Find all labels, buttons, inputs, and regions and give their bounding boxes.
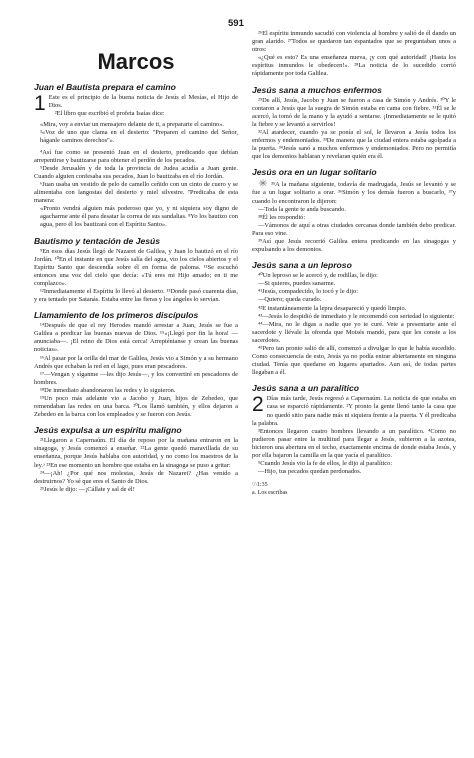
verse-text: ¹⁶Al pasar por la orilla del mar de Galilea, Jesús vio a Simón y a su hermano Andrés que echaban la red en el lago, pues eran pescadores.	[34, 354, 238, 370]
verse-paragraph	[252, 214, 456, 222]
verse-paragraph	[34, 181, 238, 205]
section-heading: Jesús sana a un leproso	[252, 260, 352, 271]
page-number: 591	[228, 18, 244, 29]
chapter-opening	[252, 395, 456, 427]
verse-text: ²El libro que escribió el profeta Isaías dice:	[54, 110, 165, 118]
verse-text: ⁶Juan usaba un vestido de pelo de camello ceñido con un cinto de cuero y se alimentaba con langostas del desierto y miel silvestre. ⁷Predicaba de esta manera:	[34, 180, 238, 205]
verse-text: ²⁵Jesús le dijo: —¡Cállate y sal de él!	[40, 485, 135, 493]
verse-text: Días más tarde, Jesús regresó a Capernaúm. La noticia de que estaba en casa se esparció rápidamente. ²Y pronto la gente llenó tanto la casa que no quedó sitio para nadie más ni siquiera frente a la puerta. Y él predicaba la palabra.	[252, 395, 456, 427]
verse-text: —Vámonos de aquí a otras ciudades cercanas donde también debo predicar. Para eso vine.	[252, 221, 456, 237]
verse-text: ³⁸Él les respondió:	[258, 213, 306, 221]
verse-paragraph	[252, 313, 456, 321]
verse-text: ⁴²E instantáneamente la lepra desapareció y quedó limpio.	[258, 304, 407, 312]
verse-paragraph	[34, 395, 238, 419]
verse-text: ⁴⁰Un leproso se le acercó y, de rodillas, le dijo:	[258, 272, 378, 280]
quoted-verse	[34, 121, 238, 129]
verse-paragraph	[34, 437, 238, 469]
right-column	[252, 30, 456, 497]
footnote-symbol: \\\	[252, 482, 258, 489]
chapter-number: 2	[252, 393, 264, 417]
verse-text: —Hijo, tus pecados quedan perdonados.	[258, 468, 362, 476]
verse-paragraph	[34, 387, 238, 395]
verse-text: ¹⁹Un poco más adelante vio a Jacobo y Juan, hijos de Zebedeo, que remendaban las redes en una barca. ²⁰Los llamó también, y ellos dejaron a Zebedeo en la barca con los empleados y se fueron con Jesús.	[34, 395, 238, 419]
verse-paragraph	[252, 460, 456, 468]
quoted-verse	[34, 129, 238, 145]
verse-paragraph	[252, 206, 456, 214]
verse-text: «Mira, voy a enviar un mensajero delante de ti, a prepararte el camino».	[40, 121, 225, 129]
verse-text: ³²Al atardecer, cuando ya se ponía el sol, le llevaron a Jesús todos los enfermos y endemoniados. ³³De manera que la ciudad entera estaba agolpada a la puerta. ³⁴Jesús sanó a muchos enfermos y endemoniados. Pero no permitía que los demonios hablaran y revelaran quién era él.	[252, 128, 456, 161]
footnote	[252, 482, 456, 497]
verse-text: —Quiero; queda curado.	[258, 296, 322, 304]
verse-text: ⁴⁴—Mira, no le digas a nadie que yo te curé. Vete a presentarte ante el sacerdote y llévale la ofrenda que Moisés mandó, para que les conste a los sacerdotes.	[252, 320, 456, 344]
section-heading: Jesús ora en un lugar solitario	[252, 167, 377, 178]
verse-paragraph	[252, 288, 456, 296]
verse-text: ⁹En esos días Jesús llegó de Nazaret de Galilea, y Juan lo bautizó en el río Jordán. ¹⁰En el instante en que Jesús salía del agua, vio los cielos abiertos y el Espíritu Santo que descendía sobre él en forma de paloma. ¹¹Se escuchó entonces una voz del cielo que decía: «Tú eres mi Hijo amado; en ti me complazco».	[34, 247, 238, 287]
footnote-ref: 1:35	[257, 482, 268, 489]
verse-paragraph	[34, 248, 238, 288]
verse-paragraph	[34, 486, 238, 494]
verse-text: ³⁵A la mañana siguiente, todavía de madrugada, Jesús se levantó y se fue a un lugar solitario a orar. ³⁶Simón y los demás fueron a buscarlo, ³⁷y cuando lo encontraron le dijeron:	[252, 181, 456, 205]
verse-paragraph	[34, 165, 238, 181]
verse-paragraph	[252, 222, 456, 238]
quoted-verse	[34, 205, 238, 229]
verse-text: —Si quieres, puedes sanarme.	[258, 280, 336, 288]
verse-paragraph	[252, 280, 456, 288]
verse-paragraph	[34, 288, 238, 304]
verse-text: ²⁴—¡Ah! ¿Por qué nos molestas, Jesús de Nazaret? ¿Has venido a destruirnos? Yo sé que eres el Santo de Dios.	[34, 469, 238, 485]
verse-paragraph	[252, 428, 456, 460]
right-column-body	[252, 30, 456, 476]
section-heading: Bautismo y tentación de Jesús	[34, 235, 161, 246]
verse-text: «Pronto vendrá alguien más poderoso que yo, y ni siquiera soy digno de agacharme ante él para desatar la correa de sus sandalias. ⁸Yo los bautizo con agua, pero él los bautizará con el Espíritu Santo».	[40, 205, 238, 229]
verse-paragraph	[252, 296, 456, 304]
verse-text: ³⁹Así que Jesús recorrió Galilea entera predicando en las sinagogas y expulsando a los demonios.	[252, 237, 456, 254]
verse-text: «¿Qué es esto? Es una enseñanza nueva, ¡y con qué autoridad! ¡Hasta los espíritus inmundos le obedecen!». ²⁸La noticia de lo sucedido corrió rápidamente por toda Galilea.	[252, 54, 456, 78]
verse-paragraph	[34, 470, 238, 486]
verse-paragraph	[252, 345, 456, 377]
chapter-number: 1	[34, 92, 46, 115]
verse-paragraph	[252, 321, 456, 345]
verse-paragraph	[252, 97, 456, 129]
verse-text: ¹⁸De inmediato abandonaron las redes y lo siguieron.	[40, 386, 176, 394]
section-heading: Jesús sana a un paralítico	[252, 383, 359, 394]
prayer-icon	[258, 179, 268, 187]
verse-paragraph	[34, 371, 238, 387]
book-title: Marcos	[97, 49, 175, 74]
verse-paragraph	[252, 238, 456, 254]
verse-text: ⁴³—Jesús lo despidió de inmediato y le recomendó con seriedad lo siguiente:	[258, 312, 455, 320]
verse-text: ¹⁴Después de que el rey Herodes mandó arrestar a Juan, Jesús se fue a Galilea a predicar las buenas nuevas de Dios. ¹⁵«¡Llegó por fin la hora! —anunciaba—. ¡El reino de Dios está cerca! Arrepiéntanse y crean las buenas noticias».	[34, 322, 238, 354]
verse-paragraph	[34, 149, 238, 165]
section-heading: Jesús sana a muchos enfermos	[252, 84, 382, 95]
left-column-body	[34, 82, 238, 494]
verse-paragraph	[252, 468, 456, 476]
verse-text: ²⁹De allí, Jesús, Jacobo y Juan se fueron a casa de Simón y Andrés. ³⁰Y le contaron a Jesús que la suegra de Simón estaba en cama con fiebre. ³¹Él se le acercó, la tomó de la mano y la ayudó a sentarse. ¡Inmediatamente se le quitó la fiebre y se levantó a servirlos!	[252, 96, 456, 128]
verse-text: ²⁶El espíritu inmundo sacudió con violencia al hombre y salió de él dando un gran alarido. ²⁷Todos se quedaron tan espantados que se preguntaban unos a otros:	[252, 30, 456, 54]
footnote-note: a. Los escribas	[252, 489, 288, 496]
verse-paragraph	[34, 355, 238, 371]
verse-paragraph	[252, 179, 456, 205]
section-heading: Jesús expulsa a un espíritu maligno	[34, 425, 182, 436]
verse-text: Este es el principio de la buena noticia de Jesús el Mesías, el Hijo de Dios.	[48, 94, 238, 110]
verse-text: ³Entonces llegaron cuatro hombres llevando a un paralítico. ⁴Como no pudieron pasar entre la multitud para llegar a Jesús, subieron a la azotea, hicieron una abertura en el techo, exactamente encima de donde estaba Jesús, y por ella bajaron la camilla en la que yacía el paralítico.	[252, 427, 456, 460]
verse-text: ¹⁷—Vengan y síganme —les dijo Jesús—, y los convertiré en pescadores de hombres.	[34, 370, 238, 386]
verse-paragraph	[252, 272, 456, 280]
verse-paragraph	[252, 129, 456, 161]
verse-text: ²¹Llegaron a Capernaúm. El día de reposo por la mañana entraron en la sinagoga, y Jesús comenzó a enseñar. ²²La gente quedó maravillada de su enseñanza, porque Jesús hablaba con autoridad, y no como los maestros de la ley.ᵃ ²³En ese momento un hombre que estaba en la sinagoga se puso a gritar:	[34, 437, 238, 469]
verse-text: ³«Voz de uno que clama en el desierto: "Preparen el camino del Señor, háganle caminos derechos"».	[40, 129, 238, 145]
verse-text: ⁴¹Jesús, compadecido, lo tocó y le dijo:	[258, 288, 358, 296]
verse-text: ⁴⁵Pero tan pronto salió de allí, comenzó a divulgar lo que le había sucedido. Como consecuencia de esto, Jesús ya no podía entrar abiertamente en ninguna ciudad. Tenía que quedarse en lugares apartados. Aun así, de todas partes llegaban a él.	[252, 345, 456, 377]
verse-paragraph	[252, 30, 456, 54]
verse-text: ⁴Así fue como se presentó Juan en el desierto, predicando que debían arrepentirse y bautizarse para obtener el perdón de los pecados.	[34, 148, 238, 164]
section-heading: Llamamiento de los primeros discípulos	[34, 310, 199, 321]
verse-text: —Toda la gente te anda buscando.	[258, 205, 346, 213]
section-heading: Juan el Bautista prepara el camino	[34, 82, 176, 92]
verse-text: ⁵Cuando Jesús vio la fe de ellos, le dijo al paralítico:	[258, 460, 393, 468]
verse-paragraph	[34, 110, 238, 118]
verse-text: ¹²Inmediatamente el Espíritu lo llevó al desierto. ¹³Donde pasó cuarenta días, y era tentado por Satanás. Estaba entre las fieras y los ángeles lo servían.	[34, 287, 238, 304]
verse-paragraph	[252, 54, 456, 78]
verse-paragraph	[252, 305, 456, 313]
verse-text: ⁵Desde Jerusalén y de toda la provincia de Judea acudía a Juan gente. Cuando alguien confesaba sus pecados, Juan lo bautizaba en el río Jordán.	[34, 164, 238, 180]
verse-paragraph	[34, 322, 238, 354]
left-column	[34, 30, 238, 494]
